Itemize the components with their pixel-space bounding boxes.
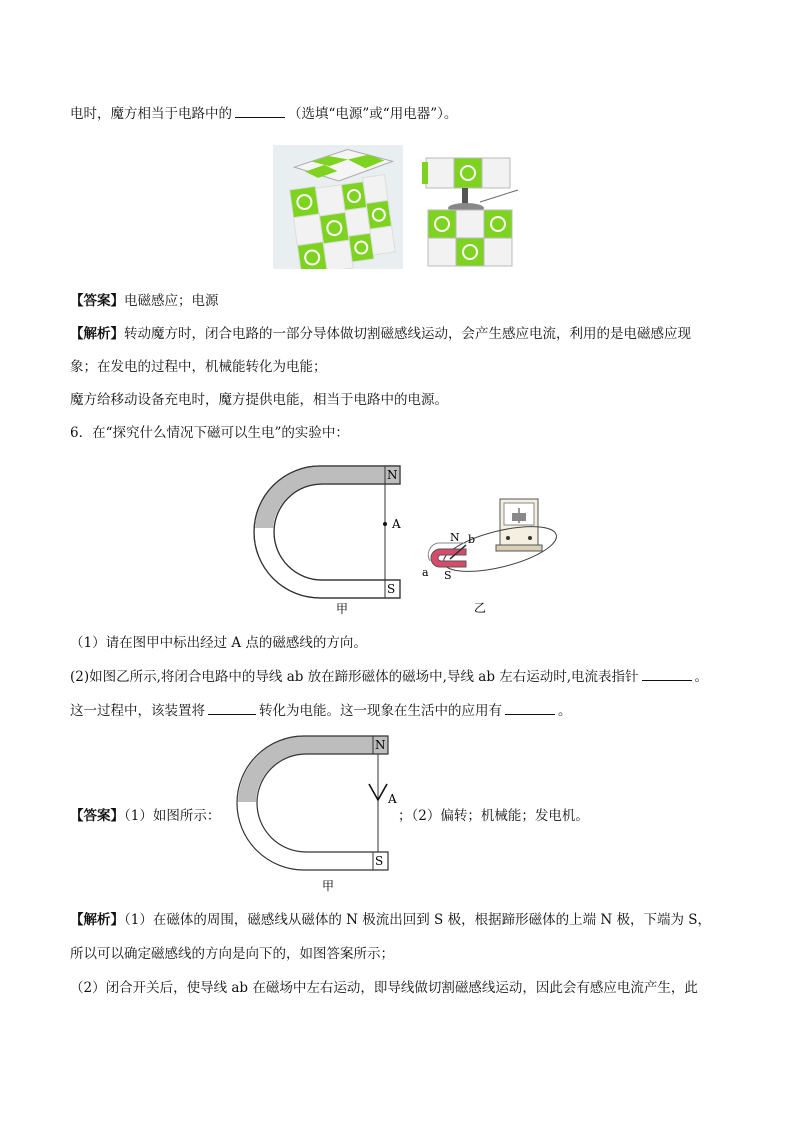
q6-part2-line1 bbox=[70, 667, 708, 687]
opened-cube-generator-image bbox=[418, 150, 522, 270]
q6-part2-line2 bbox=[70, 701, 572, 721]
q5-question-line bbox=[70, 104, 457, 124]
q5-analysis-line-3 bbox=[70, 390, 448, 410]
answer-fig-caption: 甲 bbox=[322, 879, 335, 893]
magnet-upper-half bbox=[255, 466, 400, 528]
answer-fig-label-a: A bbox=[388, 792, 397, 806]
q5-analysis-line-1 bbox=[70, 324, 691, 344]
q6-answer-line bbox=[70, 806, 220, 826]
answer-tag: 【答案】 bbox=[70, 293, 124, 309]
q6-part2-text: (2)如图乙所示,将闭合电路中的导线 ab 放在蹄形磁体的磁场中,导线 ab 左右运动时,电流表指针 bbox=[70, 669, 639, 685]
q5-analysis-text-1: 转动魔方时，闭合电路的一部分导体做切割磁感线运动，会产生感应电流，利用的是电磁感应现 bbox=[124, 326, 691, 342]
q6-answer-pre: （1）如图所示： bbox=[124, 808, 221, 824]
q6-part1-text: （1）请在图甲中标出经过 A 点的磁感线的方向。 bbox=[70, 635, 367, 651]
fig-jia-label-n: N bbox=[387, 468, 398, 482]
fig-yi-label-b: b bbox=[468, 533, 476, 546]
q6-analysis-line-2 bbox=[70, 944, 394, 964]
q6-analysis-line-3 bbox=[70, 978, 698, 998]
answer-figure-jia bbox=[228, 732, 400, 894]
rubik-cube-image bbox=[273, 145, 403, 269]
answer-fig-label-s: S bbox=[375, 854, 384, 868]
q6-analysis-text-3: （2）闭合开关后，使导线 ab 在磁场中左右运动，即导线做切割磁感线运动，因此会有感应电流产生，此 bbox=[70, 980, 698, 996]
q6-analysis-line-1 bbox=[70, 910, 711, 930]
answer-fig-label-n: N bbox=[375, 738, 386, 752]
fig-yi-label-s: S bbox=[444, 569, 452, 582]
q5-analysis-text-3: 魔方给移动设备充电时，魔方提供电能，相当于电路中的电源。 bbox=[70, 392, 448, 408]
q6-title bbox=[70, 423, 349, 443]
q6-blank-energy bbox=[208, 702, 256, 715]
fig-yi-label-a: a bbox=[422, 566, 429, 579]
q6-part2-text-b3: 。 bbox=[558, 703, 572, 719]
q6-blank-pointer bbox=[642, 668, 692, 681]
fig-jia-label-s: S bbox=[387, 582, 396, 596]
point-a bbox=[383, 522, 387, 526]
q5-analysis-line-2 bbox=[70, 357, 327, 377]
q6-part2-text-b1: 这一过程中，该装置将 bbox=[70, 703, 205, 719]
analysis-tag: 【解析】 bbox=[70, 912, 124, 928]
q5-answer-blank bbox=[235, 105, 285, 118]
q5-question-options: （选填“电源”或“用电器”）。 bbox=[288, 106, 458, 122]
q6-analysis-text-1: （1）在磁体的周围，磁感线从磁体的 N 极流出回到 S 极，根据蹄形磁体的上端 N 极，下端为 S， bbox=[124, 912, 711, 928]
fig-jia-label-a: A bbox=[392, 517, 401, 531]
galvanometer bbox=[496, 499, 542, 551]
q6-blank-application bbox=[505, 702, 555, 715]
q6-analysis-text-2: 所以可以确定磁感线的方向是向下的，如图答案所示； bbox=[70, 946, 394, 962]
q6-part2-end: 。 bbox=[694, 669, 709, 685]
answer-tag: 【答案】 bbox=[70, 808, 124, 824]
q6-part2-text-b2: 转化为电能。这一现象在生活中的应用有 bbox=[259, 703, 502, 719]
q5-answer-line bbox=[70, 291, 219, 311]
fig-yi-label-n: N bbox=[450, 531, 460, 544]
q5-question-text: 电时，魔方相当于电路中的 bbox=[70, 106, 232, 122]
figure-jia-horseshoe-magnet bbox=[250, 462, 410, 617]
q6-answer-post-line bbox=[398, 806, 589, 826]
q6-title-text: 6．在“探究什么情况下磁可以生电”的实验中： bbox=[70, 425, 349, 441]
figure-yi-experiment bbox=[418, 495, 558, 617]
analysis-tag: 【解析】 bbox=[70, 326, 124, 342]
fig-jia-caption: 甲 bbox=[336, 602, 349, 616]
q5-answer-text: 电磁感应；电源 bbox=[124, 293, 219, 309]
answer-magnet-upper-half bbox=[238, 736, 388, 802]
fig-yi-caption: 乙 bbox=[474, 601, 487, 615]
q6-part1 bbox=[70, 633, 367, 653]
q6-answer-post: ；（2）偏转；机械能；发电机。 bbox=[398, 808, 589, 824]
q5-analysis-text-2: 象；在发电的过程中，机械能转化为电能； bbox=[70, 359, 327, 375]
small-horseshoe-magnet bbox=[428, 543, 466, 567]
